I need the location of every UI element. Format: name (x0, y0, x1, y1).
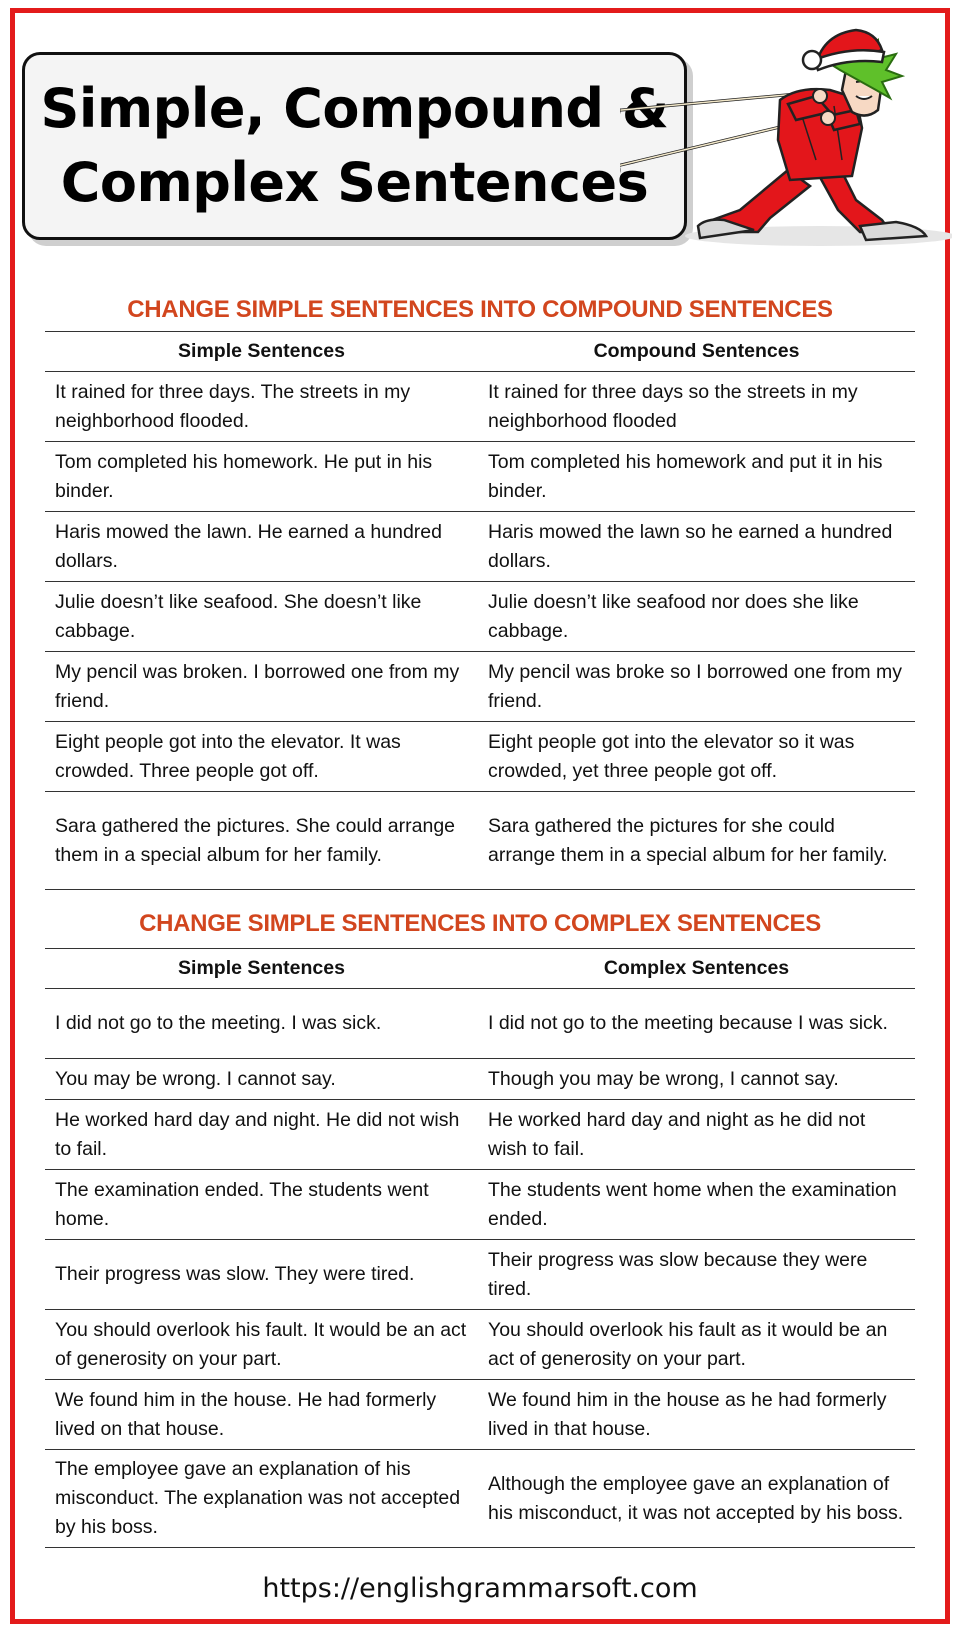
table-row (45, 1450, 915, 1548)
simple-sentence-cell: I did not go to the meeting. I was sick. (45, 989, 478, 1059)
transformed-sentence-cell: Eight people got into the elevator so it was crowded, yet three people got off. (478, 722, 915, 792)
page-title (41, 72, 669, 220)
table-body (45, 989, 915, 1548)
table-row (45, 1380, 915, 1450)
transformed-sentence-cell: He worked hard day and night as he did not wish to fail. (478, 1100, 915, 1170)
simple-sentence-cell: My pencil was broken. I borrowed one from my friend. (45, 652, 478, 722)
transformed-sentence-cell: It rained for three days so the streets in my neighborhood flooded (478, 372, 915, 442)
transformed-sentence-cell: Sara gathered the pictures for she could arrange them in a special album for her family. (478, 792, 915, 890)
simple-sentence-cell: Julie doesn’t like seafood. She doesn’t like cabbage. (45, 582, 478, 652)
table-row (45, 652, 915, 722)
title-line-1: Simple, Compound & (40, 77, 669, 140)
table-row (45, 989, 915, 1059)
title-card (22, 52, 687, 240)
table-row (45, 1240, 915, 1310)
simple-sentence-cell: Haris mowed the lawn. He earned a hundred dollars. (45, 512, 478, 582)
table-body (45, 372, 915, 890)
simple-sentence-cell: The examination ended. The students went home. (45, 1170, 478, 1240)
table-row (45, 792, 915, 890)
section-heading-compound: CHANGE SIMPLE SENTENCES INTO COMPOUND SENTENCES (127, 296, 833, 323)
simple-sentence-cell: Eight people got into the elevator. It was crowded. Three people got off. (45, 722, 478, 792)
transformed-sentence-cell: You should overlook his fault as it would be an act of generosity on your part. (478, 1310, 915, 1380)
table-row (45, 1100, 915, 1170)
transformed-sentence-cell: Although the employee gave an explanation of his misconduct, it was not accepted by his boss. (478, 1450, 915, 1548)
simple-sentence-cell: Tom completed his homework. He put in his binder. (45, 442, 478, 512)
simple-sentence-cell: You should overlook his fault. It would be an act of generosity on your part. (45, 1310, 478, 1380)
table-row (45, 442, 915, 512)
table-row (45, 1059, 915, 1100)
simple-sentence-cell: Sara gathered the pictures. She could arrange them in a special album for her family. (45, 792, 478, 890)
footer-url: https://englishgrammarsoft.com (262, 1573, 698, 1604)
column-header-compound: Compound Sentences (478, 332, 915, 372)
complex-sentences-table (45, 948, 915, 1548)
transformed-sentence-cell: I did not go to the meeting because I was sick. (478, 989, 915, 1059)
simple-sentence-cell: Their progress was slow. They were tired. (45, 1240, 478, 1310)
table-row (45, 1310, 915, 1380)
transformed-sentence-cell: Tom completed his homework and put it in his binder. (478, 442, 915, 512)
table-header-row (45, 949, 915, 989)
transformed-sentence-cell: Haris mowed the lawn so he earned a hundred dollars. (478, 512, 915, 582)
simple-sentence-cell: You may be wrong. I cannot say. (45, 1059, 478, 1100)
title-line-2: Complex Sentences (60, 151, 649, 214)
section-heading-complex: CHANGE SIMPLE SENTENCES INTO COMPLEX SENTENCES (139, 910, 821, 937)
transformed-sentence-cell: We found him in the house as he had formerly lived in that house. (478, 1380, 915, 1450)
column-header-simple: Simple Sentences (45, 949, 478, 989)
table-header-row (45, 332, 915, 372)
column-header-simple: Simple Sentences (45, 332, 478, 372)
transformed-sentence-cell: My pencil was broke so I borrowed one from my friend. (478, 652, 915, 722)
table-row (45, 1170, 915, 1240)
simple-sentence-cell: The employee gave an explanation of his misconduct. The explanation was not accepted by his boss. (45, 1450, 478, 1548)
column-header-complex: Complex Sentences (478, 949, 915, 989)
table-row (45, 372, 915, 442)
transformed-sentence-cell: Though you may be wrong, I cannot say. (478, 1059, 915, 1100)
table-row (45, 722, 915, 792)
transformed-sentence-cell: Their progress was slow because they were tired. (478, 1240, 915, 1310)
simple-sentence-cell: He worked hard day and night. He did not wish to fail. (45, 1100, 478, 1170)
transformed-sentence-cell: The students went home when the examination ended. (478, 1170, 915, 1240)
table-row (45, 582, 915, 652)
table-row (45, 512, 915, 582)
simple-sentence-cell: It rained for three days. The streets in my neighborhood flooded. (45, 372, 478, 442)
compound-sentences-table (45, 331, 915, 890)
simple-sentence-cell: We found him in the house. He had formerly lived on that house. (45, 1380, 478, 1450)
transformed-sentence-cell: Julie doesn’t like seafood nor does she like cabbage. (478, 582, 915, 652)
santa-elf-mascot-icon (620, 20, 952, 252)
